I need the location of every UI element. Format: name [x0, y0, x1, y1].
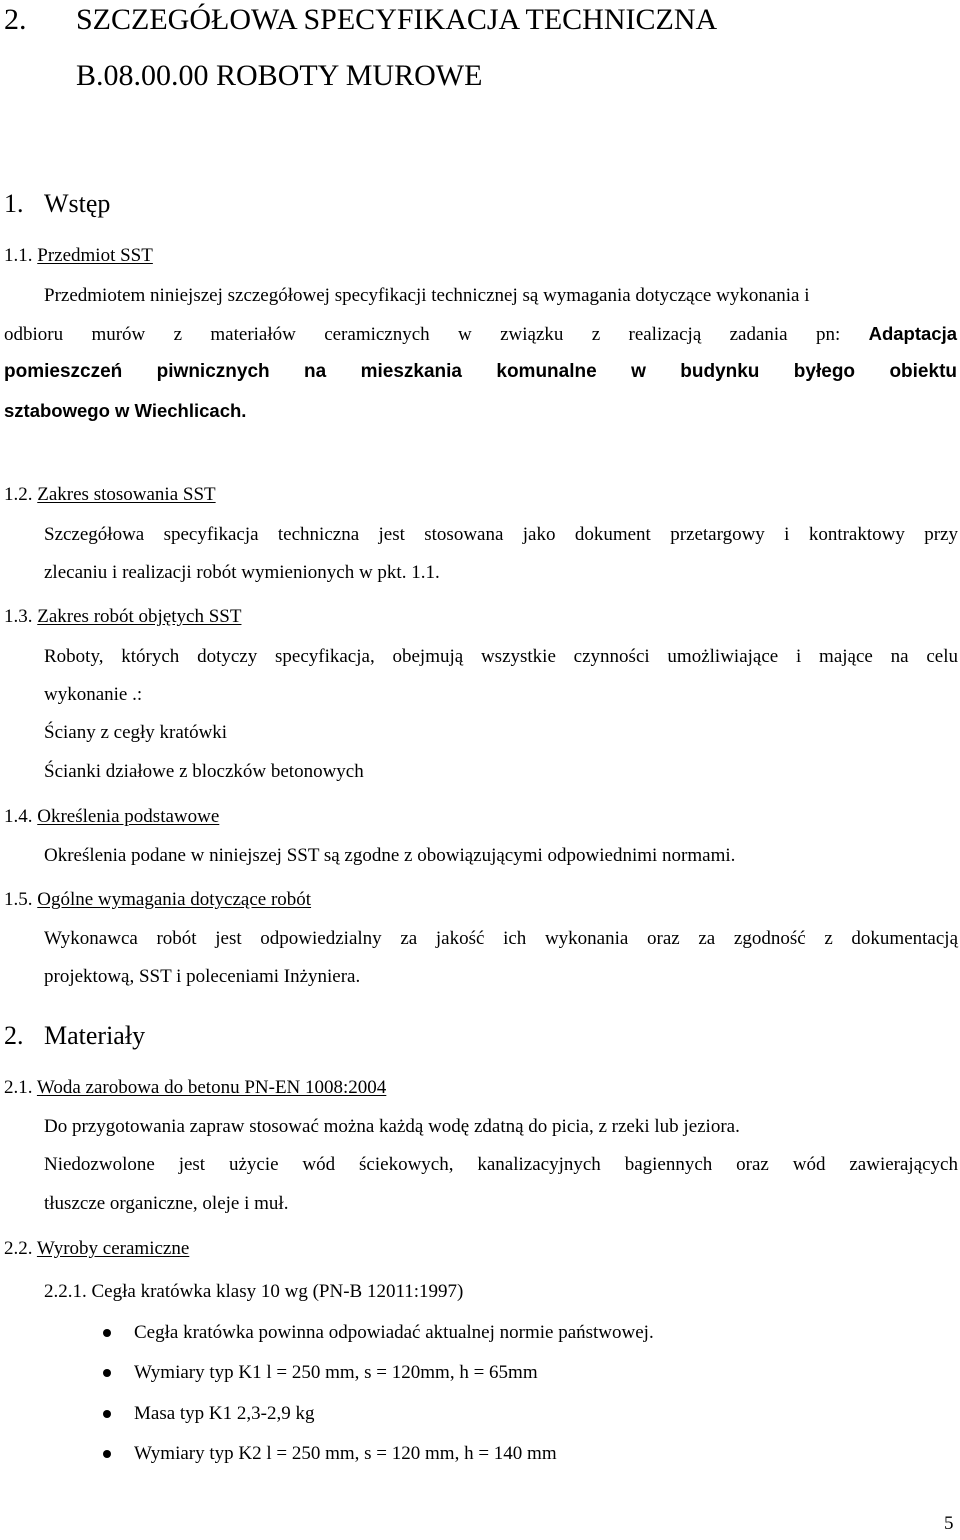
paragraph-1-1-line-1: Przedmiotem niniejszej szczegółowej specyfikacji technicznej są wymagania dotyczące wykonania i	[44, 285, 810, 306]
page-number: 5	[944, 1513, 954, 1534]
scope-item-1: Ściany z cegły kratówki	[44, 722, 228, 743]
paragraph-1-4-line-1: Określenia podane w niniejszej SST są zgodne z obowiązującymi odpowiednimi normami.	[44, 845, 736, 866]
paragraph-1-2-line-2: zlecaniu i realizacji robót wymienionych w pkt. 1.1.	[44, 562, 440, 583]
bullet-icon	[103, 1329, 111, 1337]
paragraph-1-5-line-2: projektową, SST i poleceniami Inżyniera.	[44, 966, 361, 987]
bullet-icon	[103, 1450, 111, 1458]
project-name-part-3: sztabowego w Wiechlicach.	[4, 400, 247, 421]
paragraph-1-1-line-2-text: odbioru murów z materiałów ceramicznych w związku z realizacją zadania pn:	[4, 324, 841, 345]
paragraph-2-1-line-2: Niedozwolone jest użycie wód ściekowych, kanalizacyjnych bagiennych oraz wód zawierających	[44, 1154, 958, 1175]
title-number: 2.	[4, 3, 27, 36]
subsection-number: 2.1.	[4, 1077, 33, 1098]
paragraph-2-1-line-1: Do przygotowania zapraw stosować można każdą wodę zdatną do picia, z rzeki lub jeziora.	[44, 1116, 740, 1137]
bullet-icon	[103, 1410, 111, 1418]
project-name-part-2: pomieszczeń piwnicznych na mieszkania komunalne w budynku byłego obiektu	[4, 361, 957, 382]
subsection-2-1-heading	[4, 1076, 386, 1100]
subsection-1-2-heading	[4, 483, 216, 507]
document-subtitle: B.08.00.00 ROBOTY MUROWE	[76, 59, 483, 92]
bullet-item-4: Wymiary typ K2 l = 250 mm, s = 120 mm, h = 140 mm	[134, 1443, 557, 1464]
subsubsection-2-2-1-heading: 2.2.1. Cegła kratówka klasy 10 wg (PN-B 12011:1997)	[44, 1281, 464, 1302]
section-1-number: 1.	[4, 189, 24, 218]
subsection-label: Wyroby ceramiczne	[36, 1238, 190, 1259]
paragraph-1-2-line-1: Szczegółowa specyfikacja techniczna jest stosowana jako dokument przetargowy i kontraktowy przy	[44, 524, 958, 545]
section-2-number: 2.	[4, 1021, 24, 1050]
subsection-number: 1.3.	[4, 606, 33, 627]
bullet-icon	[103, 1369, 111, 1377]
subsection-1-3-heading	[4, 605, 241, 629]
section-2-heading: Materiały	[44, 1021, 146, 1050]
subsection-label: Ogólne wymagania dotyczące robót	[37, 889, 312, 910]
bullet-item-2: Wymiary typ K1 l = 250 mm, s = 120mm, h = 65mm	[134, 1362, 538, 1383]
subsection-label: Zakres stosowania SST	[37, 484, 216, 505]
subsection-number: 1.1.	[4, 245, 33, 266]
subsection-1-1-heading	[4, 244, 153, 268]
paragraph-1-1-line-2	[4, 322, 957, 347]
bullet-item-3: Masa typ K1 2,3-2,9 kg	[134, 1403, 315, 1424]
paragraph-2-1-line-3: tłuszcze organiczne, oleje i muł.	[44, 1193, 289, 1214]
subsection-label: Woda zarobowa do betonu PN-EN 1008:2004	[36, 1077, 387, 1098]
paragraph-1-3-line-1: Roboty, których dotyczy specyfikacja, obejmują wszystkie czynności umożliwiające i mające na celu	[44, 646, 958, 667]
scope-item-2: Ścianki działowe z bloczków betonowych	[44, 761, 364, 782]
subsection-number: 1.4.	[4, 806, 33, 827]
subsection-2-2-heading	[4, 1237, 189, 1261]
subsection-number: 1.5.	[4, 889, 33, 910]
subsection-number: 2.2.	[4, 1238, 33, 1259]
subsection-1-5-heading	[4, 888, 311, 912]
project-name-part-1: Adaptacja	[868, 323, 957, 344]
subsection-label: Zakres robót objętych SST	[37, 606, 242, 627]
section-1-heading: Wstęp	[44, 189, 111, 218]
subsection-number: 1.2.	[4, 484, 33, 505]
subsection-label: Przedmiot SST	[37, 245, 153, 266]
paragraph-1-3-line-2: wykonanie .:	[44, 684, 143, 705]
paragraph-1-5-line-1: Wykonawca robót jest odpowiedzialny za jakość ich wykonania oraz za zgodność z dokumentacją	[44, 928, 958, 949]
document-title: SZCZEGÓŁOWA SPECYFIKACJA TECHNICZNA	[76, 3, 718, 36]
subsection-1-4-heading	[4, 805, 219, 829]
subsection-label: Określenia podstawowe	[37, 806, 220, 827]
bullet-item-1: Cegła kratówka powinna odpowiadać aktualnej normie państwowej.	[134, 1322, 654, 1343]
